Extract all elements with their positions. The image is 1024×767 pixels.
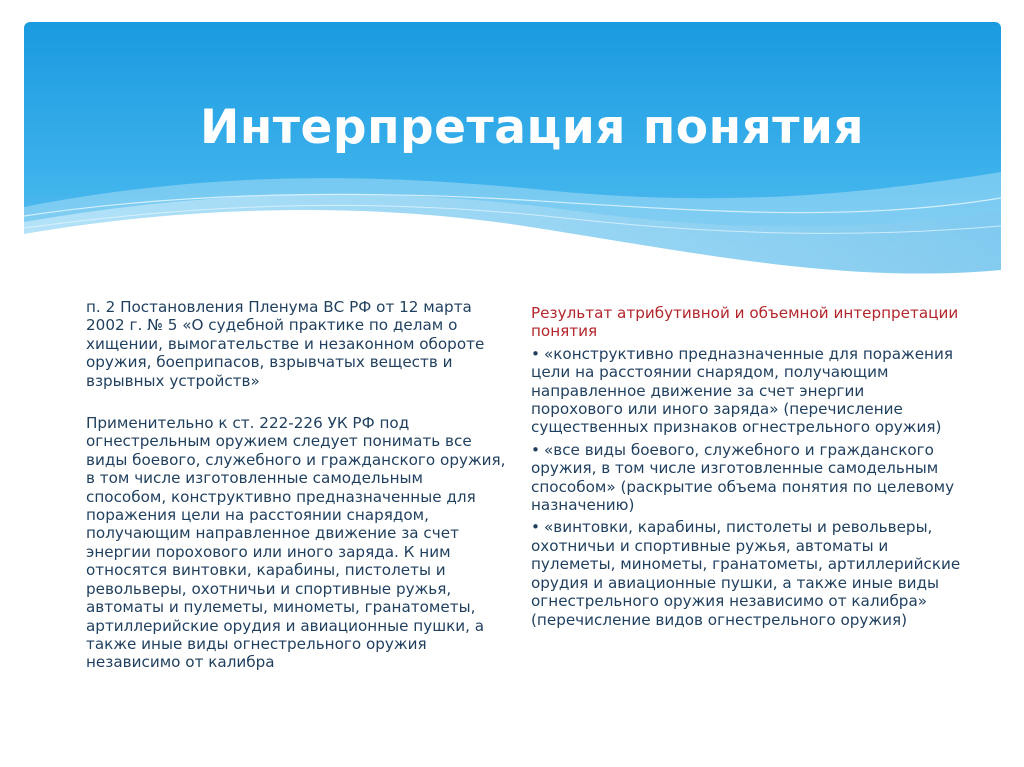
list-item — [531, 345, 961, 437]
title-banner — [24, 22, 1001, 322]
slide-title: Интерпретация понятия — [200, 100, 865, 155]
left-column — [86, 298, 506, 672]
definition-text: Применительно к ст. 222-226 УК РФ под огнестрельным оружием следует понимать все виды боевого, служебного и гражданского оружия, в том числе изготовленные самодельным способом, конструктивно предназначенные для поражения цели на расстоянии снарядом, получающим направленное движение за счет энергии порохового или иного заряда. К ним относятся винтовки, карабины, пистолеты и револьверы, охотничьи и спортивные ружья, автоматы и пулеметы, минометы, гранатометы, артиллерийские орудия и авиационные пушки, а также иные виды огнестрельного оружия независимо от калибра — [86, 414, 506, 672]
bullet-icon: • — [531, 518, 540, 537]
bullet-icon: • — [531, 440, 540, 459]
interpretation-heading: Результат атрибутивной и объемной интерпретации понятия — [531, 304, 959, 341]
bullet-icon: • — [531, 344, 540, 363]
wave-background — [24, 22, 1001, 322]
list-item-text: «винтовки, карабины, пистолеты и револьверы, охотничьи и спортивные ружья, автоматы и пулеметы, минометы, гранатометы, артиллерийские орудия и авиационные пушки, а также иные виды огнестрельного оружия независимо от калибра» (перечисление видов огнестрельного оружия) — [531, 518, 961, 629]
list-item — [531, 441, 961, 515]
list-item — [531, 518, 961, 628]
list-item-text: «все виды боевого, служебного и гражданского оружия, в том числе изготовленные самодельным способом» (раскрытие объема понятия по целевому назначению) — [531, 440, 955, 515]
list-item-text: «конструктивно предназначенные для поражения цели на расстоянии снарядом, получающим направленное движение за счет энергии порохового или иного заряда» (перечисление существенных признаков огнестрельного оружия) — [531, 344, 953, 437]
source-reference: п. 2 Постановления Пленума ВС РФ от 12 марта 2002 г. № 5 «О судебной практике по делам о хищении, вымогательстве и незаконном обороте оружия, боеприпасов, взрывчатых веществ и взрывных устройств» — [86, 298, 485, 390]
right-column — [531, 304, 961, 633]
